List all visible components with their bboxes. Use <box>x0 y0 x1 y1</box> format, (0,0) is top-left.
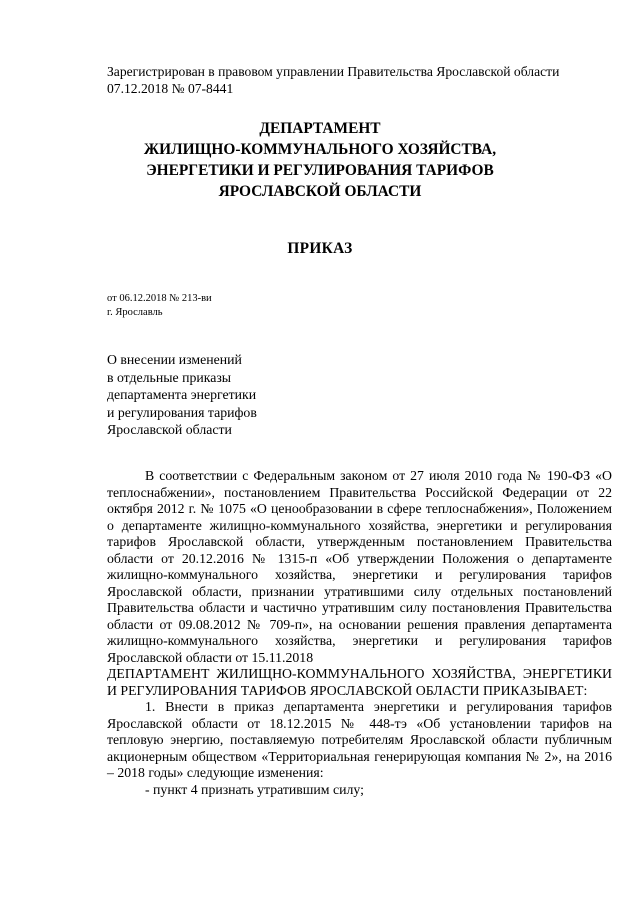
document-body <box>107 468 612 798</box>
org-line-1: ДЕПАРТАМЕНТ <box>259 120 381 137</box>
subject-line-1: О внесении изменений <box>107 352 242 367</box>
city: г. Ярославль <box>107 307 163 318</box>
item-1-sub-paragraph: - пункт 4 признать утратившим силу; <box>145 781 364 797</box>
registration-number: 07.12.2018 № 07-8441 <box>107 81 234 96</box>
orders-paragraph: ДЕПАРТАМЕНТ ЖИЛИЩНО-КОММУНАЛЬНОГО ХОЗЯЙСТВА, ЭНЕРГЕТИКИ И РЕГУЛИРОВАНИЯ ТАРИФОВ ЯРОСЛАВСКОЙ ОБЛАСТИ ПРИКАЗЫВАЕТ: <box>107 666 612 698</box>
org-line-4: ЯРОСЛАВСКОЙ ОБЛАСТИ <box>218 183 422 200</box>
document-type-title: ПРИКАЗ <box>287 240 353 257</box>
subject-line-3: департамента энергетики <box>107 387 257 402</box>
subject-line-2: в отдельные приказы <box>107 369 232 385</box>
document-meta <box>107 292 212 320</box>
subject-line-5: Ярославской области <box>107 422 232 437</box>
preamble-paragraph: В соответствии с Федеральным законом от 27 июля 2010 года № 190-ФЗ «О теплоснабжении», постановлением Правительства Российской Федерации от 22 октября 2012 г. № 1075 «О ценообразовании в сфере теплоснабжения», Положением о департаменте жилищно-коммунального хозяйства, энергетики и регулирования тарифов Ярославской области, утвержденным постановлением Правительства области от 20.12.2016 № 1315-п «Об утверждении Положения о департаменте жилищно-коммунального хозяйства, энергетики и регулирования тарифов Ярославской области, признании утратившими силу отдельных постановлений Правительства области и частично утратившим силу постановления Правительства области от 09.08.2012 № 709-п», на основании решения правления департамента жилищно-коммунального хозяйства, энергетики и регулирования тарифов Ярославской области от 15.11.2018 <box>107 468 612 665</box>
org-line-3: ЭНЕРГЕТИКИ И РЕГУЛИРОВАНИЯ ТАРИФОВ <box>146 162 494 179</box>
registration-stamp <box>107 63 559 97</box>
org-line-2: ЖИЛИЩНО-КОММУНАЛЬНОГО ХОЗЯЙСТВА, <box>143 141 497 158</box>
registration-line: Зарегистрирован в правовом управлении Правительства Ярославской области <box>107 64 560 79</box>
item-1-paragraph: 1. Внести в приказ департамента энергетики и регулирования тарифов Ярославской области от 18.12.2015 № 448-тэ «Об установлении тарифов на тепловую энергию, поставляемую потребителям Ярославской области публичным акционерным обществом «Территориальная генерирующая компания № 2», на 2016 – 2018 годы» следующие изменения: <box>107 699 612 780</box>
subject-block <box>107 351 257 439</box>
organization-header <box>0 118 640 202</box>
subject-line-4: и регулирования тарифов <box>107 404 257 420</box>
date-number: от 06.12.2018 № 213-ви <box>107 293 212 304</box>
